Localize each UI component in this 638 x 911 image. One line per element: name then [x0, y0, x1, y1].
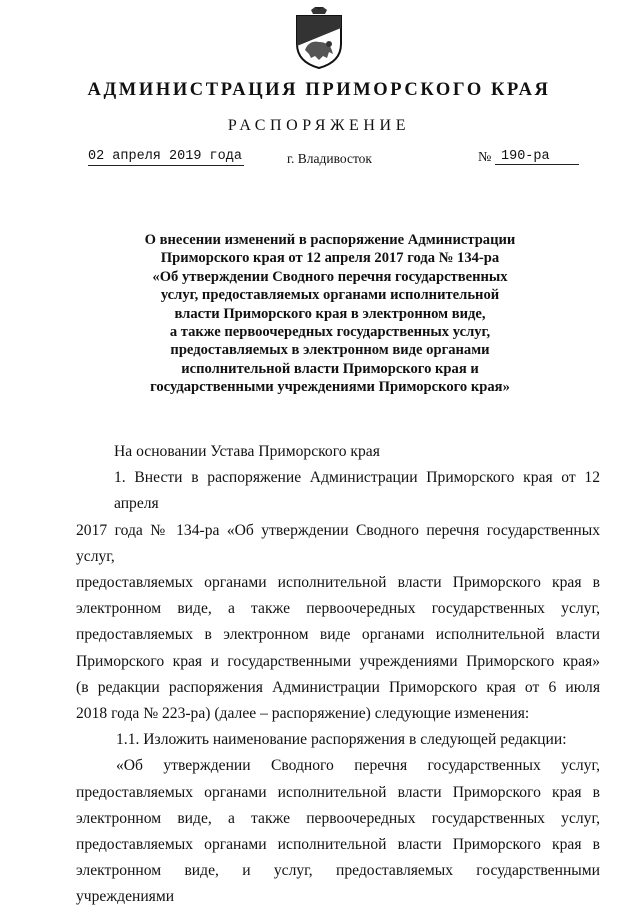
body-line: предоставляемых органами исполнительной власти Приморского края в — [76, 836, 600, 854]
body-line: (в редакции распоряжения Администрации Приморского края от 6 июля — [76, 678, 600, 696]
title-line: а также первоочередных государственных услуг, — [169, 324, 491, 341]
body-line: предоставляемых органами исполнительной власти Приморского края в — [76, 574, 600, 592]
body-line: «Об утверждении Сводного перечня государственных услуг, — [116, 757, 600, 775]
document-date: 02 апреля 2019 года — [88, 149, 242, 164]
title-line: исполнительной власти Приморского края и — [181, 360, 479, 377]
body-line: предоставляемых в электронном виде органами исполнительной власти — [76, 626, 600, 644]
document-title — [100, 231, 560, 397]
body-line: предоставляемых органами исполнительной власти Приморского края в — [76, 783, 600, 801]
body-line: электронном виде, а также первоочередных государственных услуг, — [76, 809, 600, 827]
title-line: О внесении изменений в распоряжение Администрации — [144, 232, 516, 248]
body-line: 1. Внести в распоряжение Администрации Приморского края от 12 апреля — [114, 469, 600, 513]
document-city: г. Владивосток — [287, 151, 372, 166]
document-type: РАСПОРЯЖЕНИЕ — [227, 117, 411, 134]
body-line: электронном виде, и услуг, предоставляемых государственными учреждениями — [76, 862, 600, 906]
title-line: услуг, предоставляемых органами исполнительной — [160, 287, 500, 304]
coat-of-arms-icon — [291, 6, 347, 70]
document-number: 190-ра — [495, 149, 579, 165]
title-line: власти Приморского края в электронном виде, — [174, 305, 486, 322]
body-line: На основании Устава Приморского края — [114, 443, 380, 460]
title-line: предоставляемых в электронном виде органами — [170, 342, 490, 359]
title-line: Приморского края от 12 апреля 2017 года № 134-ра — [160, 250, 500, 267]
title-line: государственными учреждениями Приморского края» — [150, 379, 510, 396]
title-line: «Об утверждении Сводного перечня государственных — [152, 268, 508, 285]
document-body — [76, 439, 600, 911]
body-line: Приморского края и государственными учреждениями Приморского края» — [76, 652, 600, 670]
body-line: 2018 года № 223-ра) (далее – распоряжение) следующие изменения: — [76, 705, 530, 723]
body-line: электронном виде, а также первоочередных государственных услуг, — [76, 600, 600, 618]
organization-name: АДМИНИСТРАЦИЯ ПРИМОРСКОГО КРАЯ — [87, 80, 551, 100]
body-line: 1.1. Изложить наименование распоряжения в следующей редакции: — [116, 731, 567, 749]
body-line: 2017 года № 134-ра «Об утверждении Сводного перечня государственных услуг, — [76, 521, 600, 565]
number-sign: № — [478, 150, 492, 165]
